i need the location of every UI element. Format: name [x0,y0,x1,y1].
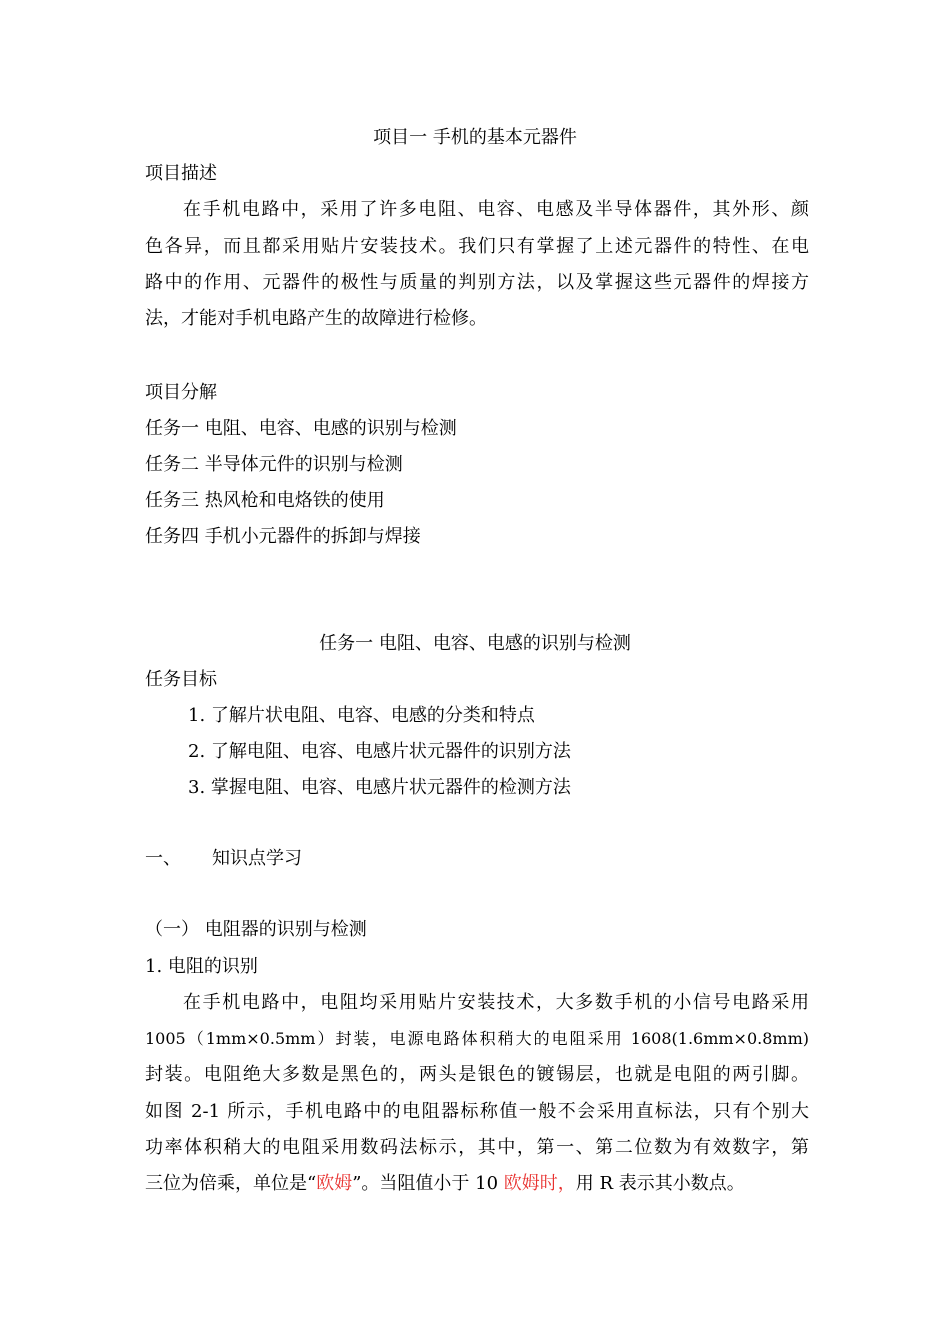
task-list-item: 任务三 热风枪和电烙铁的使用 [145,490,385,511]
breakdown-heading: 项目分解 [145,382,217,403]
body-line: 如图 2-1 所示，手机电路中的电阻器标称值一般不会采用直标法，只有个别大 [145,1101,809,1122]
emphasis-text: 欧姆 [316,1173,353,1194]
body-text: 三位为倍乘，单位是“ [145,1173,317,1194]
goal-item: 3. 掌握电阻、电容、电感片状元器件的检测方法 [188,777,571,798]
body-text: 用 R 表示其小数点。 [575,1173,745,1194]
body-last-line [145,1172,745,1196]
item-title: 1. 电阻的识别 [145,956,258,977]
project-title: 项目一 手机的基本元器件 [373,127,577,148]
description-heading: 项目描述 [145,163,217,184]
emphasis-text: 欧姆时， [503,1173,576,1194]
body-line: 封装。电阻绝大多数是黑色的，两头是银色的镀锡层，也就是电阻的两引脚。 [145,1064,809,1085]
goal-item: 2. 了解电阻、电容、电感片状元器件的识别方法 [188,741,571,762]
description-line: 色各异，而且都采用贴片安装技术。我们只有掌握了上述元器件的特性、在电 [145,236,809,257]
body-line: 在手机电路中，电阻均采用贴片安装技术，大多数手机的小信号电路采用 [183,992,809,1013]
body-line: 1005（1mm×0.5mm）封装，电源电路体积稍大的电阻采用 1608(1.6mm×0.8mm) [145,1029,809,1048]
section-title: 知识点学习 [212,848,302,869]
description-line: 路中的作用、元器件的极性与质量的判别方法，以及掌握这些元器件的焊接方 [145,272,809,293]
body-text: ”。当阻值小于 10 [352,1173,504,1194]
task-list-item: 任务一 电阻、电容、电感的识别与检测 [145,418,457,439]
goal-item: 1. 了解片状电阻、电容、电感的分类和特点 [188,705,535,726]
task-list-item: 任务四 手机小元器件的拆卸与焊接 [145,526,421,547]
section-number: 一、 [145,848,181,869]
task-list-item: 任务二 半导体元件的识别与检测 [145,454,403,475]
description-line: 法，才能对手机电路产生的故障进行检修。 [145,308,487,329]
subsection-title: （一） 电阻器的识别与检测 [145,919,367,940]
description-line: 在手机电路中，采用了许多电阻、电容、电感及半导体器件，其外形、颜 [183,199,809,220]
goals-heading: 任务目标 [145,669,217,690]
body-line: 功率体积稍大的电阻采用数码法标示，其中，第一、第二位数为有效数字，第 [145,1137,809,1158]
task1-title: 任务一 电阻、电容、电感的识别与检测 [319,633,631,654]
